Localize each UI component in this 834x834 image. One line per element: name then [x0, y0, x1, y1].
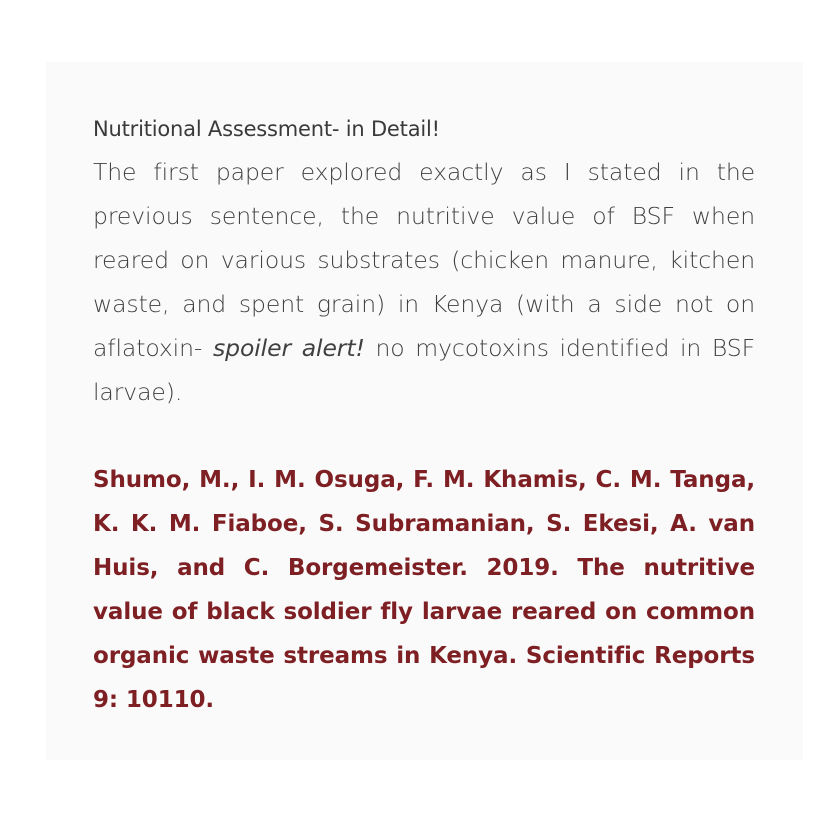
- section-heading: Nutritional Assessment- in Detail!: [93, 117, 440, 141]
- body-paragraph: [93, 150, 755, 414]
- citation-reference: Shumo, M., I. M. Osuga, F. M. Khamis, C. M. Tanga, K. K. M. Fiaboe, S. Subramanian, S. Ekesi, A. van Huis, and C. Borgemeister. 2019. The nutritive value of black soldier fly larvae reared on common organic waste streams in Kenya. Scientific Reports 9: 10110.: [93, 467, 755, 713]
- paragraph-text-end: no mycotoxins identified in BSF larvae).: [93, 334, 755, 406]
- article-section: [93, 108, 755, 722]
- paragraph-italic-text: spoiler alert!: [213, 334, 365, 362]
- paragraph-text-start: The first paper explored exactly as I stated in the previous sentence, the nutritive value of BSF when reared on various substrates (chicken manure, kitchen waste, and spent grain) in Kenya (with a side not on aflatoxin-: [93, 158, 755, 362]
